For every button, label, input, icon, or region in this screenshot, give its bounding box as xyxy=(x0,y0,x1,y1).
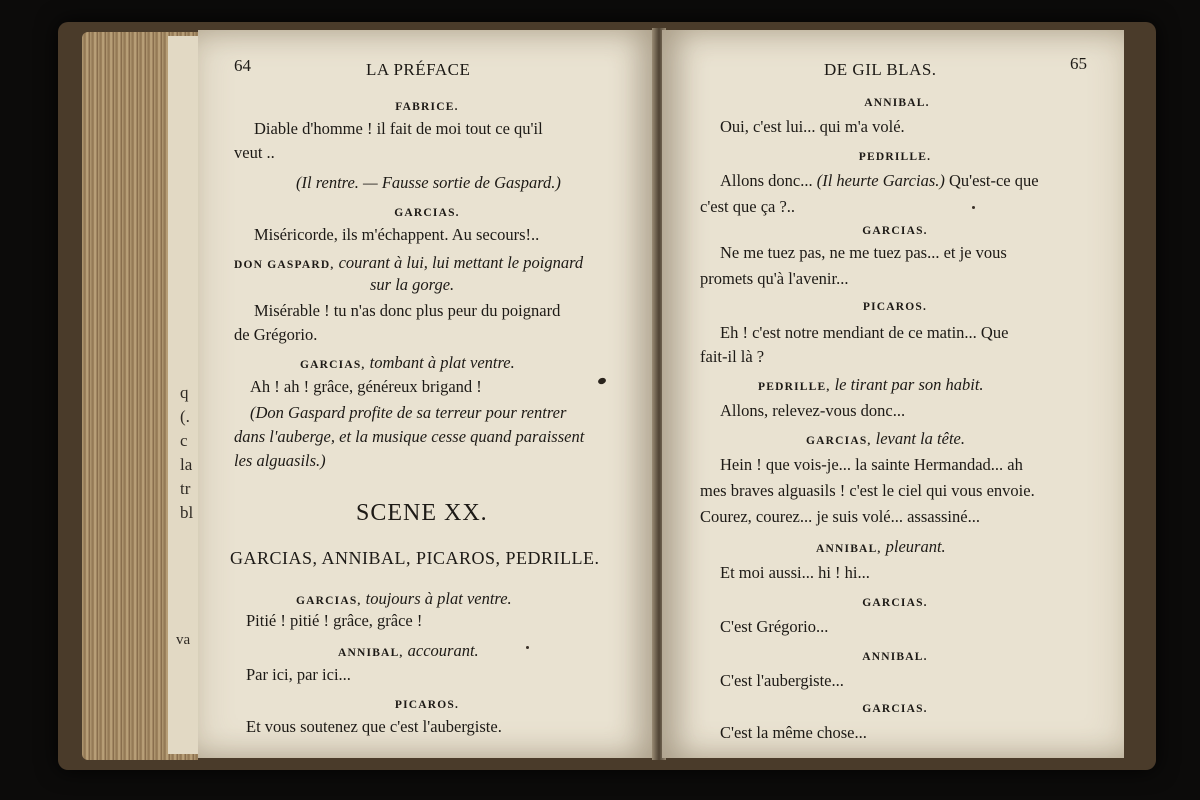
dialogue-line: C'est l'aubergiste... xyxy=(720,671,844,690)
speaker-with-direction xyxy=(816,536,946,560)
stage-direction: (Il rentre. — Fausse sortie de Gaspard.) xyxy=(296,173,561,192)
stage-direction: dans l'auberge, et la musique cesse quand paraissent xyxy=(234,427,585,446)
stage-direction: (Don Gaspard profite de sa terreur pour rentrer xyxy=(250,403,567,422)
speaker-label: DON GASPARD, xyxy=(234,259,335,271)
right-page xyxy=(662,30,1124,758)
edge-mark: la xyxy=(180,455,193,474)
speaker-label: GARCIAS, xyxy=(296,595,362,607)
ink-blot xyxy=(597,377,607,385)
stage-direction: levant la tête. xyxy=(875,429,965,448)
dialogue-line: Courez, courez... je suis volé... assassiné... xyxy=(700,507,980,526)
dialogue-line: veut .. xyxy=(234,143,275,162)
speaker-label: ANNIBAL, xyxy=(338,647,404,659)
stage-direction: (Il heurte Garcias.) xyxy=(816,171,945,190)
dialogue-line: Oui, c'est lui... qui m'a volé. xyxy=(720,117,905,136)
dialogue-line: Pitié ! pitié ! grâce, grâce ! xyxy=(246,611,423,630)
dialogue-line: Miséricorde, ils m'échappent. Au secours!.. xyxy=(254,225,540,244)
stage-direction: toujours à plat ventre. xyxy=(365,589,512,608)
ink-spot xyxy=(526,646,529,649)
speaker-with-direction xyxy=(338,640,479,664)
dialogue-line: fait-il là ? xyxy=(700,347,765,366)
ink-spot xyxy=(972,206,975,209)
dialogue-line xyxy=(720,170,1039,192)
dialogue-line: Diable d'homme ! il fait de moi tout ce qu'il xyxy=(254,119,543,138)
edge-mark: (. xyxy=(180,407,190,426)
dialogue-line: Ne me tuez pas, ne me tuez pas... et je vous xyxy=(720,243,1007,262)
edge-mark: tr xyxy=(180,479,191,498)
edge-mark: c xyxy=(180,431,188,450)
dialogue-text: Allons donc... xyxy=(720,171,817,190)
speaker-label: ANNIBAL. xyxy=(862,651,928,663)
dialogue-line: Hein ! que vois-je... la sainte Hermandad... ah xyxy=(720,455,1023,474)
speaker-with-direction xyxy=(296,588,512,612)
running-header: LA PRÉFACE xyxy=(366,60,471,79)
running-header: DE GIL BLAS. xyxy=(824,60,937,79)
dialogue-line: Ah ! ah ! grâce, généreux brigand ! xyxy=(250,377,482,396)
speaker-with-direction xyxy=(300,352,515,376)
speaker-with-direction xyxy=(758,374,984,398)
speaker-label: PEDRILLE, xyxy=(758,381,831,393)
dialogue-line: Allons, relevez-vous donc... xyxy=(720,401,906,420)
speaker-with-direction xyxy=(234,252,583,276)
page-number: 65 xyxy=(1070,54,1087,73)
speaker-with-direction xyxy=(806,428,965,452)
speaker-label: ANNIBAL, xyxy=(816,543,882,555)
edge-mark: q xyxy=(180,383,189,402)
stage-direction: les alguasils.) xyxy=(234,451,326,470)
speaker-label: PEDRILLE. xyxy=(858,151,932,163)
speaker-label: GARCIAS. xyxy=(862,225,928,237)
dialogue-line: Misérable ! tu n'as donc plus peur du poignard xyxy=(254,301,561,320)
dialogue-line: C'est Grégorio... xyxy=(720,617,829,636)
speaker-label: GARCIAS. xyxy=(862,597,928,609)
stage-direction: accourant. xyxy=(407,641,479,660)
edge-mark-bottom: va xyxy=(176,632,191,648)
speaker-label: GARCIAS, xyxy=(806,435,872,447)
dialogue-line: C'est la même chose... xyxy=(720,723,867,742)
dialogue-line: Eh ! c'est notre mendiant de ce matin... Que xyxy=(720,323,1009,342)
stage-direction: tombant à plat ventre. xyxy=(369,353,515,372)
edge-mark: bl xyxy=(180,503,194,522)
speaker-label: GARCIAS. xyxy=(394,207,460,219)
dialogue-line: Et moi aussi... hi ! hi... xyxy=(720,563,870,582)
stage-direction: courant à lui, lui mettant le poignard xyxy=(338,253,584,272)
speaker-label: GARCIAS, xyxy=(300,359,366,371)
stage-direction: le tirant par son habit. xyxy=(834,375,984,394)
cast-list: GARCIAS, ANNIBAL, PICAROS, PEDRILLE. xyxy=(230,548,600,568)
dialogue-line: mes braves alguasils ! c'est le ciel qui vous envoie. xyxy=(700,481,1035,500)
dialogue-line: c'est que ça ?.. xyxy=(700,197,796,216)
speaker-label: PICAROS. xyxy=(394,699,460,711)
speaker-label: ANNIBAL. xyxy=(864,97,930,109)
left-page xyxy=(198,30,656,758)
page-number: 64 xyxy=(234,56,251,75)
stage-direction: sur la gorge. xyxy=(370,275,455,294)
speaker-label: FABRICE. xyxy=(395,101,459,113)
dialogue-text: Qu'est-ce que xyxy=(944,171,1039,190)
dialogue-line: promets qu'à l'avenir... xyxy=(700,269,849,288)
dialogue-line: Par ici, par ici... xyxy=(246,665,351,684)
speaker-label: PICAROS. xyxy=(862,301,928,313)
dialogue-line: Et vous soutenez que c'est l'aubergiste. xyxy=(246,717,502,736)
dialogue-line: de Grégorio. xyxy=(234,325,318,344)
scene-title: SCENE XX. xyxy=(356,500,488,526)
speaker-label: GARCIAS. xyxy=(862,703,928,715)
stage-direction: pleurant. xyxy=(885,537,946,556)
